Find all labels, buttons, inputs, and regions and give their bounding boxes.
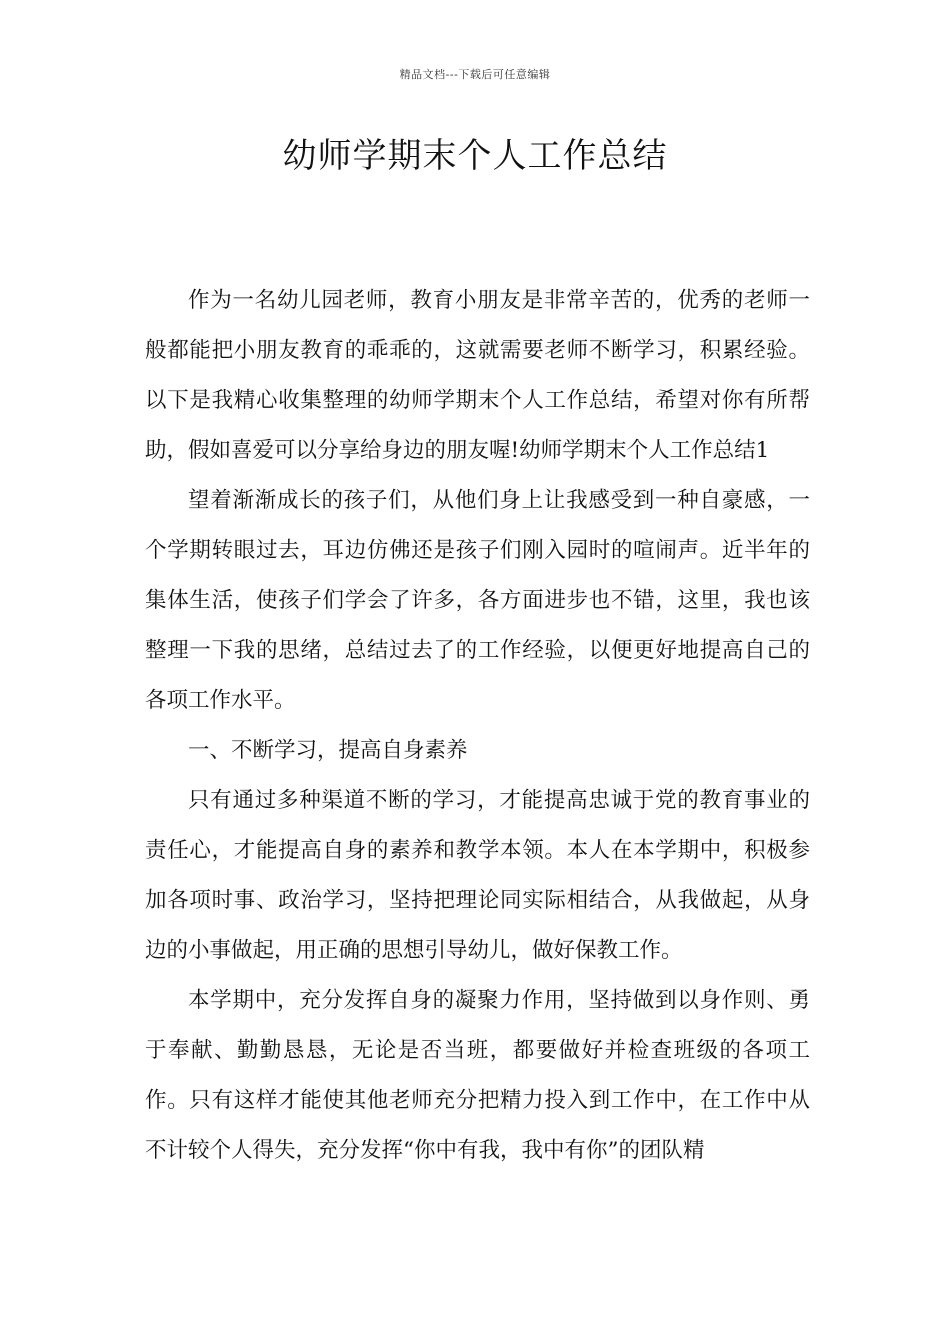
document-body <box>145 276 810 1176</box>
paragraph-reflection: 望着渐渐成长的孩子们，从他们身上让我感受到一种自豪感，一个学期转眼过去，耳边仿佛还是孩子们刚入园时的喧闹声。近半年的集体生活，使孩子们学会了许多，各方面进步也不错，这里，我也该整理一下我的思绪，总结过去了的工作经验，以便更好地提高自己的各项工作水平。 <box>145 488 810 713</box>
document-title: 幼师学期末个人工作总结 <box>282 136 668 176</box>
section-heading-1: 一、不断学习，提高自身素养 <box>188 738 468 763</box>
paragraph-intro: 作为一名幼儿园老师，教育小朋友是非常辛苦的，优秀的老师一般都能把小朋友教育的乖乖的，这就需要老师不断学习，积累经验。以下是我精心收集整理的幼师学期末个人工作总结，希望对你有所帮助，假如喜爱可以分享给身边的朋友喔!幼师学期末个人工作总结1 <box>145 288 810 463</box>
header-note: 精品文档---下载后可任意编辑 <box>399 68 551 81</box>
paragraph-teamwork: 本学期中，充分发挥自身的凝聚力作用，坚持做到以身作则、勇于奉献、勤勤恳恳，无论是否当班，都要做好并检查班级的各项工作。只有这样才能使其他老师充分把精力投入到工作中，在工作中从不计较个人得失，充分发挥“你中有我，我中有你”的团队精 <box>145 988 810 1163</box>
paragraph-learning: 只有通过多种渠道不断的学习，才能提高忠诚于党的教育事业的责任心，才能提高自身的素养和教学本领。本人在本学期中，积极参加各项时事、政治学习，坚持把理论同实际相结合，从我做起，从身边的小事做起，用正确的思想引导幼儿，做好保教工作。 <box>145 788 810 963</box>
